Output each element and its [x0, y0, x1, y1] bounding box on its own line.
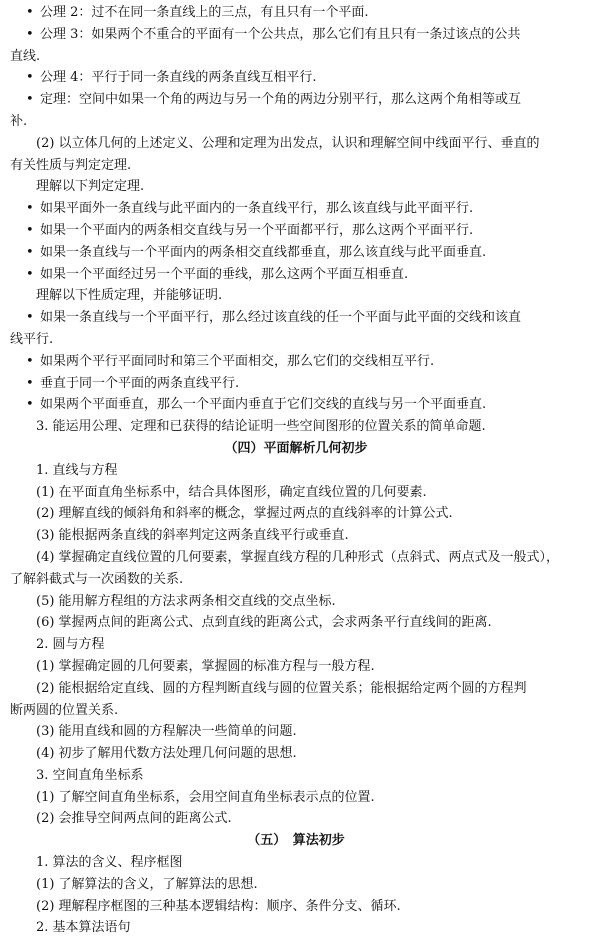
text-line	[10, 329, 582, 351]
bullet-icon: •	[26, 310, 34, 326]
text-line	[10, 285, 582, 307]
text-line	[10, 591, 582, 613]
bullet-item	[10, 2, 582, 24]
section-heading	[10, 438, 582, 460]
line-text: (2) 理解程序框图的三种基本逻辑结构：顺序、条件分支、循环.	[36, 898, 401, 914]
line-text: (3) 能用直线和圆的方程解决一些简单的问题.	[36, 724, 297, 740]
text-line	[10, 700, 582, 722]
line-text: 垂直于同一个平面的两条直线平行.	[40, 375, 240, 391]
bullet-item	[10, 351, 582, 373]
bullet-item	[10, 242, 582, 264]
line-text: (2) 能根据给定直线、圆的方程判断直线与圆的位置关系；能根据给定两个圆的方程判	[36, 680, 527, 696]
text-line	[10, 612, 582, 634]
line-text: 有关性质与判定定理.	[10, 157, 132, 173]
line-text: 如果两个平面垂直，那么一个平面内垂直于它们交线的直线与另一个平面垂直.	[40, 397, 487, 413]
line-text: 直线.	[10, 48, 41, 64]
line-text: （四）平面解析几何初步	[224, 440, 368, 456]
line-text: 如果一个平面内的两条相交直线与另一个平面都平行，那么这两个平面平行.	[40, 222, 474, 238]
text-line	[10, 547, 582, 569]
line-text: (2) 理解直线的倾斜角和斜率的概念，掌握过两点的直线斜率的计算公式.	[36, 506, 453, 522]
line-text: 1. 算法的含义、程序框图	[36, 855, 183, 871]
bullet-icon: •	[26, 201, 34, 217]
text-line	[10, 46, 582, 68]
text-line	[10, 482, 582, 504]
line-text: 线平行.	[10, 331, 54, 347]
bullet-item	[10, 264, 582, 286]
section-heading	[10, 830, 582, 852]
line-text: 定理：空间中如果一个角的两边与另一个角的两边分别平行，那么这两个角相等或互	[40, 92, 522, 108]
bullet-icon: •	[26, 26, 34, 42]
line-text: (6) 掌握两点间的距离公式、点到直线的距离公式，会求两条平行直线间的距离.	[36, 615, 492, 631]
line-text: (3) 能根据两条直线的斜率判定这两条直线平行或垂直.	[36, 528, 349, 544]
bullet-icon: •	[26, 92, 34, 108]
line-text: 补.	[10, 113, 28, 129]
bullet-icon: •	[26, 244, 34, 260]
text-line	[10, 765, 582, 787]
text-line	[10, 460, 582, 482]
text-line	[10, 917, 582, 939]
line-text: 2. 圆与方程	[36, 637, 105, 653]
text-line	[10, 656, 582, 678]
line-text: 3. 空间直角坐标系	[36, 767, 144, 783]
text-line	[10, 634, 582, 656]
bullet-icon: •	[26, 222, 34, 238]
text-line	[10, 525, 582, 547]
text-line	[10, 787, 582, 809]
bullet-item	[10, 220, 582, 242]
line-text: (1) 了解算法的含义，了解算法的思想.	[36, 876, 258, 892]
line-text: (5) 能用解方程组的方法求两条相交直线的交点坐标.	[36, 593, 336, 609]
line-text: 3. 能运用公理、定理和已获得的结论证明一些空间图形的位置关系的简单命题.	[36, 419, 486, 435]
bullet-item	[10, 89, 582, 111]
text-line	[10, 721, 582, 743]
line-text: 断两圆的位置关系.	[10, 702, 119, 718]
bullet-icon: •	[26, 70, 34, 86]
bullet-icon: •	[26, 266, 34, 282]
line-text: (1) 掌握确定圆的几何要素，掌握圆的标准方程与一般方程.	[36, 658, 375, 674]
text-line	[10, 678, 582, 700]
line-text: 理解以下判定定理.	[36, 179, 145, 195]
text-line	[10, 874, 582, 896]
line-text: 如果一条直线与一个平面内的两条相交直线都垂直，那么该直线与此平面垂直.	[40, 244, 487, 260]
line-text: 如果一条直线与一个平面平行，那么经过该直线的任一个平面与此平面的交线和该直	[40, 310, 522, 326]
line-text: 如果一个平面经过另一个平面的垂线，那么这两个平面互相垂直.	[40, 266, 409, 282]
line-text: 理解以下性质定理，并能够证明.	[36, 288, 223, 304]
line-text: 公理 3：如果两个不重合的平面有一个公共点，那么它们有且只有一条过该点的公共	[40, 26, 521, 42]
line-text: (1) 了解空间直角坐标系，会用空间直角坐标表示点的位置.	[36, 789, 375, 805]
line-text: (4) 初步了解用代数方法处理几何问题的思想.	[36, 746, 297, 762]
text-line	[10, 852, 582, 874]
text-line	[10, 743, 582, 765]
text-line	[10, 176, 582, 198]
line-text: 了解斜截式与一次函数的关系.	[10, 571, 184, 587]
line-text: (2) 以立体几何的上述定义、公理和定理为出发点，认识和理解空间中线面平行、垂直的	[36, 135, 540, 151]
bullet-item	[10, 198, 582, 220]
bullet-item	[10, 394, 582, 416]
line-text: 如果平面外一条直线与此平面内的一条直线平行，那么该直线与此平面平行.	[40, 201, 474, 217]
text-line	[10, 155, 582, 177]
line-text: (1) 在平面直角坐标系中，结合具体图形，确定直线位置的几何要素.	[36, 484, 427, 500]
line-text: 1. 直线与方程	[36, 462, 118, 478]
text-line	[10, 133, 582, 155]
line-text: （五） 算法初步	[247, 833, 345, 849]
bullet-icon: •	[26, 353, 34, 369]
bullet-item	[10, 24, 582, 46]
line-text: 如果两个平行平面同时和第三个平面相交，那么它们的交线相互平行.	[40, 353, 435, 369]
bullet-item	[10, 373, 582, 395]
bullet-icon: •	[26, 5, 34, 20]
text-line	[10, 503, 582, 525]
text-line	[10, 111, 582, 133]
bullet-icon: •	[26, 375, 34, 391]
text-line	[10, 569, 582, 591]
line-text: (2) 会推导空间两点间的距离公式.	[36, 811, 232, 827]
bullet-item	[10, 67, 582, 89]
text-line	[10, 808, 582, 830]
bullet-item	[10, 307, 582, 329]
text-line	[10, 896, 582, 918]
line-text: (4) 掌握确定直线位置的几何要素，掌握直线方程的几种形式（点斜式、两点式及一般式），	[36, 549, 560, 565]
line-text: 2. 基本算法语句	[36, 920, 131, 936]
text-line	[10, 416, 582, 438]
line-text: 公理 2：过不在同一条直线上的三点，有且只有一个平面.	[40, 5, 369, 20]
line-text: 公理 4：平行于同一条直线的两条直线互相平行.	[40, 70, 317, 86]
bullet-icon: •	[26, 397, 34, 413]
